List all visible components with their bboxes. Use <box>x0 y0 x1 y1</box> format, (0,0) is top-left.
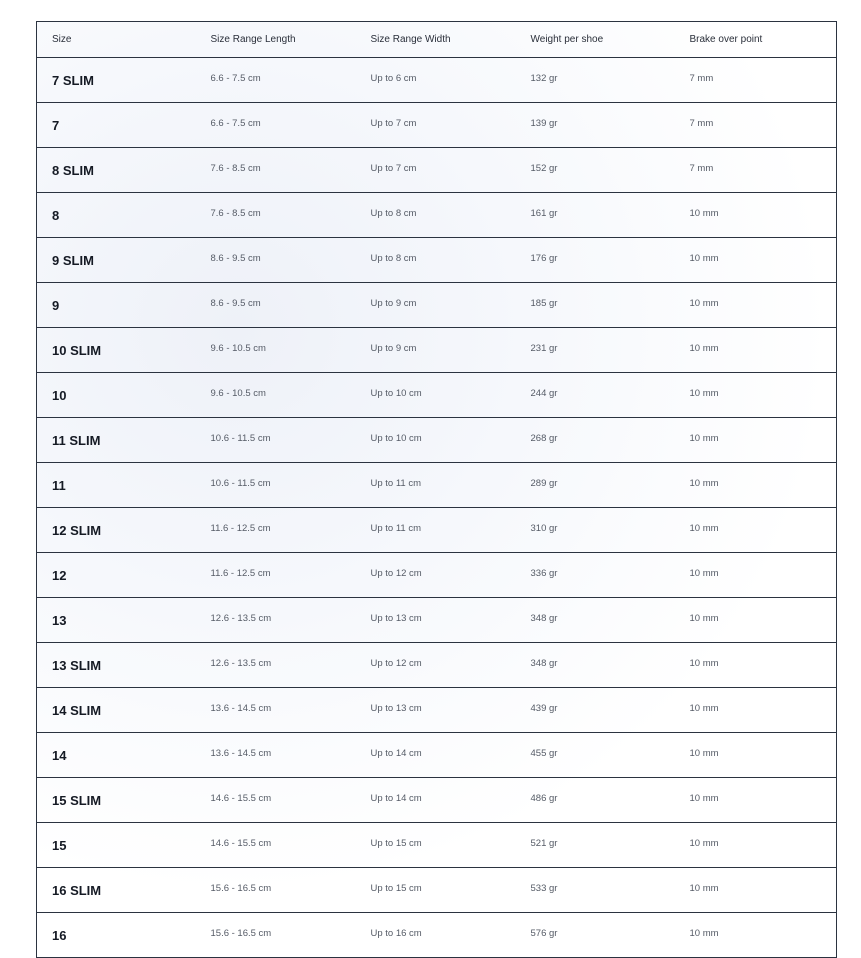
length-cell: 6.6 - 7.5 cm <box>196 58 356 103</box>
header-weight-per-shoe: Weight per shoe <box>516 22 675 58</box>
weight-cell: 348 gr <box>516 598 675 643</box>
width-cell: Up to 8 cm <box>356 238 516 283</box>
size-cell: 9 SLIM <box>37 238 196 283</box>
brake-cell: 10 mm <box>675 238 837 283</box>
width-cell: Up to 6 cm <box>356 58 516 103</box>
brake-cell: 7 mm <box>675 103 837 148</box>
brake-cell: 10 mm <box>675 373 837 418</box>
brake-cell: 10 mm <box>675 328 837 373</box>
width-cell: Up to 7 cm <box>356 103 516 148</box>
size-cell: 7 <box>37 103 196 148</box>
size-cell: 12 SLIM <box>37 508 196 553</box>
length-cell: 12.6 - 13.5 cm <box>196 643 356 688</box>
length-cell: 15.6 - 16.5 cm <box>196 913 356 958</box>
table-body <box>37 58 837 958</box>
brake-cell: 10 mm <box>675 463 837 508</box>
length-cell: 11.6 - 12.5 cm <box>196 553 356 598</box>
weight-cell: 439 gr <box>516 688 675 733</box>
table-row <box>37 283 837 328</box>
size-cell: 11 SLIM <box>37 418 196 463</box>
width-cell: Up to 11 cm <box>356 508 516 553</box>
brake-cell: 10 mm <box>675 913 837 958</box>
width-cell: Up to 13 cm <box>356 598 516 643</box>
width-cell: Up to 14 cm <box>356 733 516 778</box>
size-cell: 10 <box>37 373 196 418</box>
length-cell: 9.6 - 10.5 cm <box>196 328 356 373</box>
width-cell: Up to 10 cm <box>356 418 516 463</box>
size-cell: 12 <box>37 553 196 598</box>
brake-cell: 10 mm <box>675 283 837 328</box>
size-cell: 16 SLIM <box>37 868 196 913</box>
size-cell: 15 <box>37 823 196 868</box>
weight-cell: 139 gr <box>516 103 675 148</box>
weight-cell: 176 gr <box>516 238 675 283</box>
length-cell: 9.6 - 10.5 cm <box>196 373 356 418</box>
table-row <box>37 733 837 778</box>
length-cell: 12.6 - 13.5 cm <box>196 598 356 643</box>
size-cell: 16 <box>37 913 196 958</box>
weight-cell: 132 gr <box>516 58 675 103</box>
width-cell: Up to 16 cm <box>356 913 516 958</box>
weight-cell: 289 gr <box>516 463 675 508</box>
width-cell: Up to 13 cm <box>356 688 516 733</box>
table-row <box>37 373 837 418</box>
length-cell: 8.6 - 9.5 cm <box>196 238 356 283</box>
size-cell: 14 SLIM <box>37 688 196 733</box>
weight-cell: 576 gr <box>516 913 675 958</box>
table-row <box>37 418 837 463</box>
weight-cell: 533 gr <box>516 868 675 913</box>
brake-cell: 10 mm <box>675 868 837 913</box>
brake-cell: 10 mm <box>675 553 837 598</box>
length-cell: 15.6 - 16.5 cm <box>196 868 356 913</box>
size-cell: 7 SLIM <box>37 58 196 103</box>
length-cell: 13.6 - 14.5 cm <box>196 733 356 778</box>
weight-cell: 161 gr <box>516 193 675 238</box>
width-cell: Up to 12 cm <box>356 553 516 598</box>
header-size-range-width: Size Range Width <box>356 22 516 58</box>
table-row <box>37 598 837 643</box>
weight-cell: 152 gr <box>516 148 675 193</box>
width-cell: Up to 14 cm <box>356 778 516 823</box>
brake-cell: 7 mm <box>675 148 837 193</box>
size-cell: 11 <box>37 463 196 508</box>
width-cell: Up to 9 cm <box>356 283 516 328</box>
width-cell: Up to 8 cm <box>356 193 516 238</box>
brake-cell: 10 mm <box>675 643 837 688</box>
size-cell: 8 <box>37 193 196 238</box>
length-cell: 11.6 - 12.5 cm <box>196 508 356 553</box>
weight-cell: 336 gr <box>516 553 675 598</box>
weight-cell: 185 gr <box>516 283 675 328</box>
width-cell: Up to 10 cm <box>356 373 516 418</box>
size-cell: 9 <box>37 283 196 328</box>
length-cell: 13.6 - 14.5 cm <box>196 688 356 733</box>
header-brake-over-point: Brake over point <box>675 22 837 58</box>
table-row <box>37 328 837 373</box>
width-cell: Up to 7 cm <box>356 148 516 193</box>
weight-cell: 231 gr <box>516 328 675 373</box>
header-size: Size <box>37 22 196 58</box>
table-header <box>37 22 837 58</box>
width-cell: Up to 15 cm <box>356 868 516 913</box>
width-cell: Up to 12 cm <box>356 643 516 688</box>
size-cell: 8 SLIM <box>37 148 196 193</box>
length-cell: 6.6 - 7.5 cm <box>196 103 356 148</box>
length-cell: 10.6 - 11.5 cm <box>196 418 356 463</box>
size-cell: 10 SLIM <box>37 328 196 373</box>
brake-cell: 10 mm <box>675 778 837 823</box>
header-row <box>37 22 837 58</box>
width-cell: Up to 9 cm <box>356 328 516 373</box>
size-cell: 13 SLIM <box>37 643 196 688</box>
width-cell: Up to 15 cm <box>356 823 516 868</box>
length-cell: 7.6 - 8.5 cm <box>196 148 356 193</box>
brake-cell: 10 mm <box>675 418 837 463</box>
weight-cell: 348 gr <box>516 643 675 688</box>
weight-cell: 455 gr <box>516 733 675 778</box>
size-cell: 13 <box>37 598 196 643</box>
brake-cell: 10 mm <box>675 688 837 733</box>
table-row <box>37 553 837 598</box>
brake-cell: 10 mm <box>675 598 837 643</box>
brake-cell: 10 mm <box>675 508 837 553</box>
table-row <box>37 463 837 508</box>
weight-cell: 521 gr <box>516 823 675 868</box>
header-size-range-length: Size Range Length <box>196 22 356 58</box>
length-cell: 8.6 - 9.5 cm <box>196 283 356 328</box>
length-cell: 14.6 - 15.5 cm <box>196 778 356 823</box>
brake-cell: 7 mm <box>675 58 837 103</box>
table-row <box>37 643 837 688</box>
width-cell: Up to 11 cm <box>356 463 516 508</box>
table-row <box>37 778 837 823</box>
table-row <box>37 913 837 958</box>
brake-cell: 10 mm <box>675 733 837 778</box>
size-chart-table <box>36 21 837 958</box>
weight-cell: 244 gr <box>516 373 675 418</box>
size-cell: 15 SLIM <box>37 778 196 823</box>
table-row <box>37 823 837 868</box>
table-row <box>37 868 837 913</box>
table-row <box>37 508 837 553</box>
weight-cell: 268 gr <box>516 418 675 463</box>
size-cell: 14 <box>37 733 196 778</box>
table-row <box>37 148 837 193</box>
table-row <box>37 103 837 148</box>
length-cell: 10.6 - 11.5 cm <box>196 463 356 508</box>
weight-cell: 486 gr <box>516 778 675 823</box>
table-row <box>37 688 837 733</box>
table-row <box>37 58 837 103</box>
table-row <box>37 238 837 283</box>
weight-cell: 310 gr <box>516 508 675 553</box>
length-cell: 7.6 - 8.5 cm <box>196 193 356 238</box>
length-cell: 14.6 - 15.5 cm <box>196 823 356 868</box>
brake-cell: 10 mm <box>675 823 837 868</box>
brake-cell: 10 mm <box>675 193 837 238</box>
table-row <box>37 193 837 238</box>
